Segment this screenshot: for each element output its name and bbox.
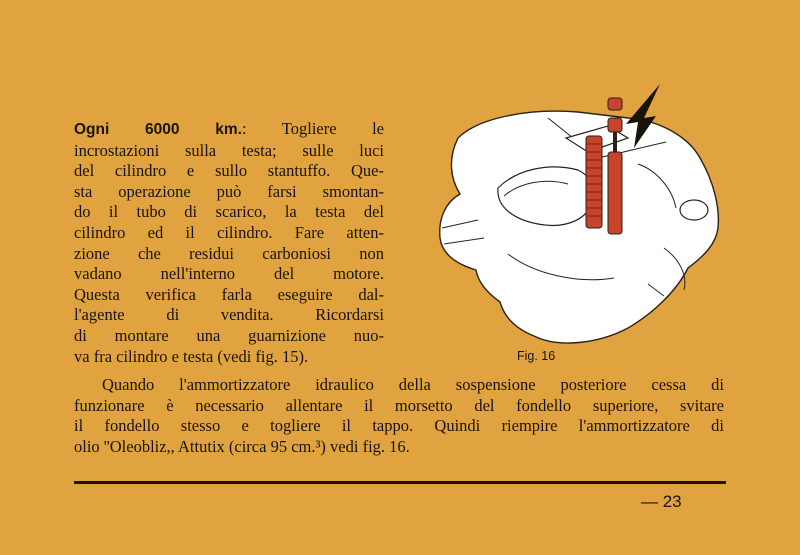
shock-absorber-cap (608, 118, 622, 132)
shock-absorber-body (608, 152, 622, 234)
shock-absorber-paragraph (74, 375, 724, 457)
paragraph-line: vadano nell'interno del motore. (74, 264, 384, 284)
paragraph-line: va fra cilindro e testa (vedi fig. 15). (74, 346, 309, 366)
paragraph-line: l'agente di vendita. Ricordarsi (74, 305, 384, 325)
maintenance-paragraph-6000km (74, 119, 384, 367)
paragraph-line: olio ''Oleobliz,, Attutix (circa 95 cm.³) vedi fig. 16. (74, 436, 410, 456)
paragraph-line: do il tubo di scarico, la testa del (74, 202, 384, 222)
paragraph-line: sta operazione può farsi smontan- (74, 181, 384, 201)
shock-absorber-rod (613, 132, 617, 152)
footer-rule (74, 481, 726, 484)
paragraph-line: incrostazioni sulla testa; sulle luci (74, 140, 384, 160)
paragraph-line: Ogni 6000 km.: Togliere le (74, 119, 385, 138)
end-cap (680, 200, 708, 220)
shock-absorber-illustration (438, 78, 738, 348)
figure-caption: Fig. 16 (517, 349, 556, 363)
paragraph-line: cilindro ed il cilindro. Fare atten- (74, 222, 384, 242)
paragraph-line: di montare una guarnizione nuo- (74, 325, 384, 345)
paragraph-line: il fondello stesso e togliere il tappo. Quindi riempire l'ammortizzatore di (74, 416, 724, 436)
shock-absorber-cap (608, 98, 622, 110)
paragraph-line: funzionare è necessario allentare il morsetto del fondello superiore, svitare (74, 395, 724, 415)
paragraph-line: zione che residui carboniosi non (74, 243, 384, 263)
paragraph-line: Quando l'ammortizzatore idraulico della sospensione posteriore cessa di (102, 375, 724, 394)
paragraph-line: del cilindro e sullo stantuffo. Que- (74, 161, 384, 181)
page-number: — 23 (641, 492, 682, 511)
shock-absorber-spring (586, 136, 602, 228)
lead-heading: Ogni 6000 km. (74, 121, 242, 138)
paragraph-line: Questa verifica farla eseguire dal- (74, 284, 384, 304)
